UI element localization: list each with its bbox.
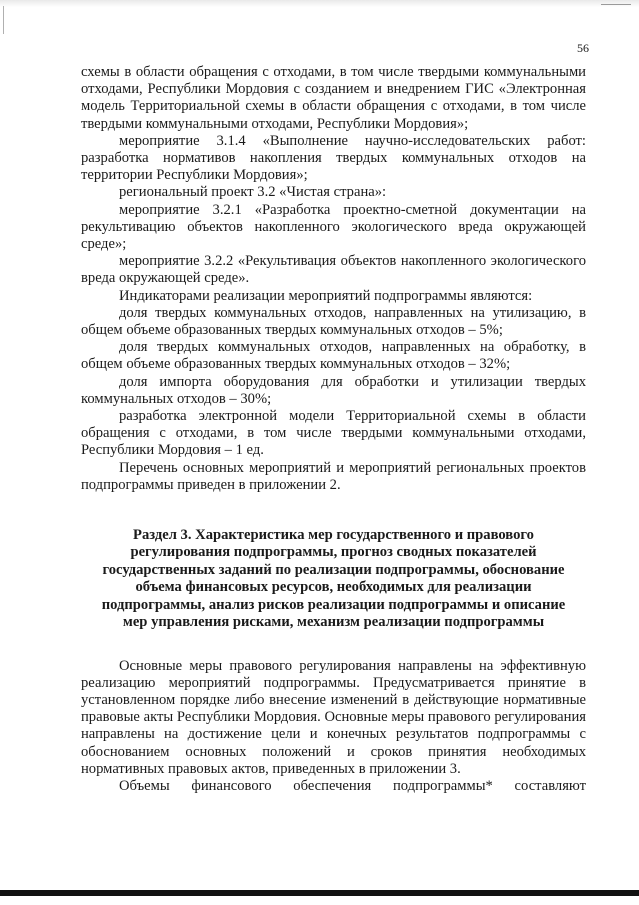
section-heading-line: подпрограммы, анализ рисков реализации подпрограммы и описание xyxy=(101,596,566,613)
section-heading-line: мер управления рисками, механизм реализации подпрограммы xyxy=(122,614,545,631)
paragraph: доля импорта оборудования для обработки и утилизации твердых коммунальных отходов – 30%; xyxy=(81,373,586,407)
section-heading-line: государственных заданий по реализации подпрограммы, обоснование xyxy=(102,561,565,578)
paragraph: схемы в области обращения с отходами, в том числе твердыми коммунальными отходами, Республики Мордовия с созданием и внедрением ГИС «Электронная модель Территориальной схемы в области обращения с отходами, в том числе твердыми коммунальными отходами, Республики Мордовия»; xyxy=(81,64,586,132)
paragraph: Объемы финансового обеспечения подпрограммы* составляют xyxy=(119,777,586,794)
paragraph: мероприятие 3.1.4 «Выполнение научно-исследовательских работ: разработка нормативов накопления твердых коммунальных отходов на территории Республики Мордовия»; xyxy=(81,132,586,184)
paragraph: доля твердых коммунальных отходов, направленных на утилизацию, в общем объеме образованных твердых коммунальных отходов – 5%; xyxy=(81,304,586,339)
section-heading-line: регулирования подпрограммы, прогноз сводных показателей xyxy=(130,544,537,561)
page-number: 56 xyxy=(577,41,589,55)
section-heading-line: Раздел 3. Характеристика мер государственного и правового xyxy=(133,527,534,544)
paragraph: доля твердых коммунальных отходов, направленных на обработку, в общем объеме образованных твердых коммунальных отходов – 32%; xyxy=(81,339,586,373)
scan-left-mark xyxy=(3,6,4,34)
scan-bottom-edge xyxy=(0,890,639,896)
paragraph: Перечень основных мероприятий и мероприятий региональных проектов подпрограммы приведен в приложении 2. xyxy=(81,459,586,493)
scan-top-mark xyxy=(601,4,631,5)
scan-top-edge xyxy=(0,0,639,7)
paragraph: Основные меры правового регулирования направлены на эффективную реализацию мероприятий подпрограммы. Предусматривается принятие в установленном порядке либо внесение изменений в действующие нормативные правовые акты Республики Мордовия. Основные меры правового регулирования направлены на достижение цели и конечных результатов подпрограммы с обоснованием основных положений и сроков принятия необходимых нормативных правовых актов, приведенных в приложении 3. xyxy=(81,657,586,777)
paragraph: региональный проект 3.2 «Чистая страна»: xyxy=(119,184,387,201)
paragraph: разработка электронной модели Территориальной схемы в области обращения с отходами, в том числе твердыми коммунальными отходами, Республики Мордовия – 1 ед. xyxy=(81,408,586,459)
paragraph: мероприятие 3.2.1 «Разработка проектно-сметной документации на рекультивацию объектов накопленного экологического вреда окружающей среде»; xyxy=(81,201,586,253)
document-body xyxy=(81,64,586,795)
section-heading-line: объема финансовых ресурсов, необходимых для реализации xyxy=(135,579,532,596)
section-heading xyxy=(81,527,586,631)
paragraph: Индикаторами реализации мероприятий подпрограммы являются: xyxy=(119,287,533,304)
paragraph: мероприятие 3.2.2 «Рекультивация объектов накопленного экологического вреда окружающей среде». xyxy=(81,253,586,287)
